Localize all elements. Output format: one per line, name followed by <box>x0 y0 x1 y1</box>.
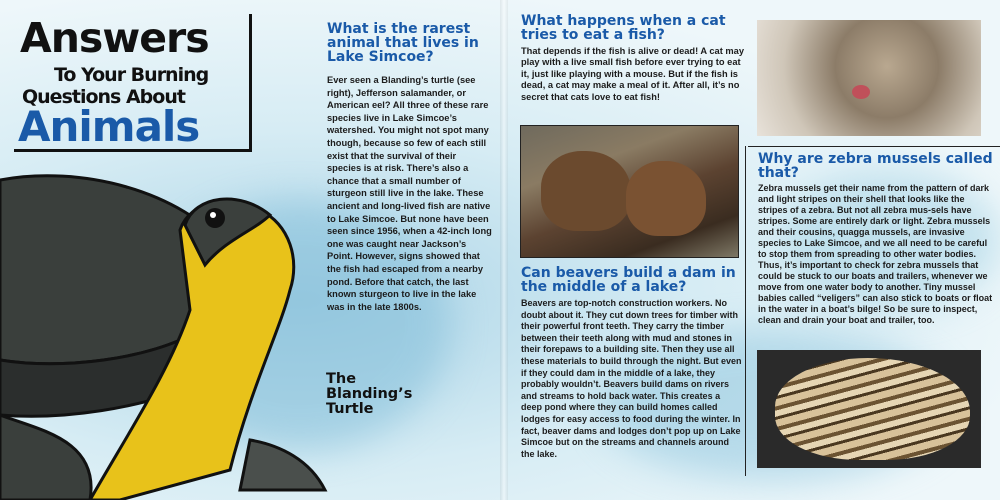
section-heading-rarest-animal: What is the rarest animal that lives in Lake Simcoe? <box>327 21 479 65</box>
divider <box>748 146 1000 147</box>
turtle-caption: The Blanding’s Turtle <box>326 371 413 417</box>
title-line-4: Animals <box>18 102 200 151</box>
divider <box>745 146 746 476</box>
beavers-photo <box>520 125 739 258</box>
section-heading-cat-fish: What happens when a cat tries to eat a fish? <box>521 13 726 43</box>
section-body-zebra-mussels: Zebra mussels get their name from the pattern of dark and light stripes on their shell that looks like the stripes of a zebra. But not all zebra mus-sels have stripes. Some are entirely dark or light. Zebra mussels and their cousins, quagga mussels, are invasive species to Lake Simcoe, and we all need to be careful to stop them from spreading to other water bodies. Thus, it’s important to check for zebra mussels that could be stuck to our boats and trailers, whenever we move from one water body to another. Tiny mussel babies called “veligers” can also stick to boats or float in the water in a boat’s bilge! So be sure to inspect, clean and drain your boat and trailer, too. <box>758 183 993 325</box>
section-heading-zebra-mussels: Why are zebra mussels called that? <box>758 151 993 181</box>
section-cat-fish <box>521 14 749 103</box>
section-body-rarest-animal: Ever seen a Blanding’s turtle (see right), Jefferson salamander, or American eel? All three of these rare species live in Lake Simcoe’s watershed. You might not spot many though, because so few of each still exist that the survival of their species is at risk. There’s also a chance that a small number of sturgeon still live in the lake. These ancient and long-lived fish are native to Lake Simcoe. But none have been seen since 1956, when a 42-inch long one was caught near Jackson’s Point. However, signs showed that the fish had escaped from a nearby pond. Before that catch, the last known sturgeon to live in the lake was in the late 1800s. <box>327 75 492 312</box>
section-heading-beavers: Can beavers build a dam in the middle of a lake? <box>521 265 736 295</box>
zebra-mussel-photo <box>757 350 981 468</box>
title-line-1: Answers <box>20 14 209 62</box>
section-beavers <box>521 266 743 460</box>
section-rarest-animal <box>327 22 492 313</box>
section-body-cat-fish: That depends if the fish is alive or dead! A cat may play with a live small fish before ever trying to eat it, just like playing with a mouse. But if the fish is dead, a cat may make a meal of it. After all, it’s no secret that cats love to eat fish! <box>521 46 745 102</box>
blandings-turtle-illustration <box>0 170 330 500</box>
title-line-3: Questions About <box>22 86 185 108</box>
title-block <box>14 14 252 152</box>
page-spine <box>500 0 508 500</box>
section-zebra-mussels <box>758 152 996 326</box>
cat-photo <box>757 20 981 136</box>
title-line-2: To Your Burning <box>54 64 209 86</box>
section-body-beavers: Beavers are top-notch construction workers. No doubt about it. They cut down trees for timber with their powerful front teeth. They carry the timber between their teeth along with mud and stones in their forepaws to a building site. Then they use all these materials to build through the night. But even if they could dam in the middle of a lake, they probably wouldn’t. Beavers build dams on rivers and streams to hold back water. This creates a deep pond where they can build homes called lodges for easy access to food during the winter. In fact, beaver dams and lodges don’t pop up on Lake Simcoe but on the streams and channels around the lake. <box>521 298 742 459</box>
